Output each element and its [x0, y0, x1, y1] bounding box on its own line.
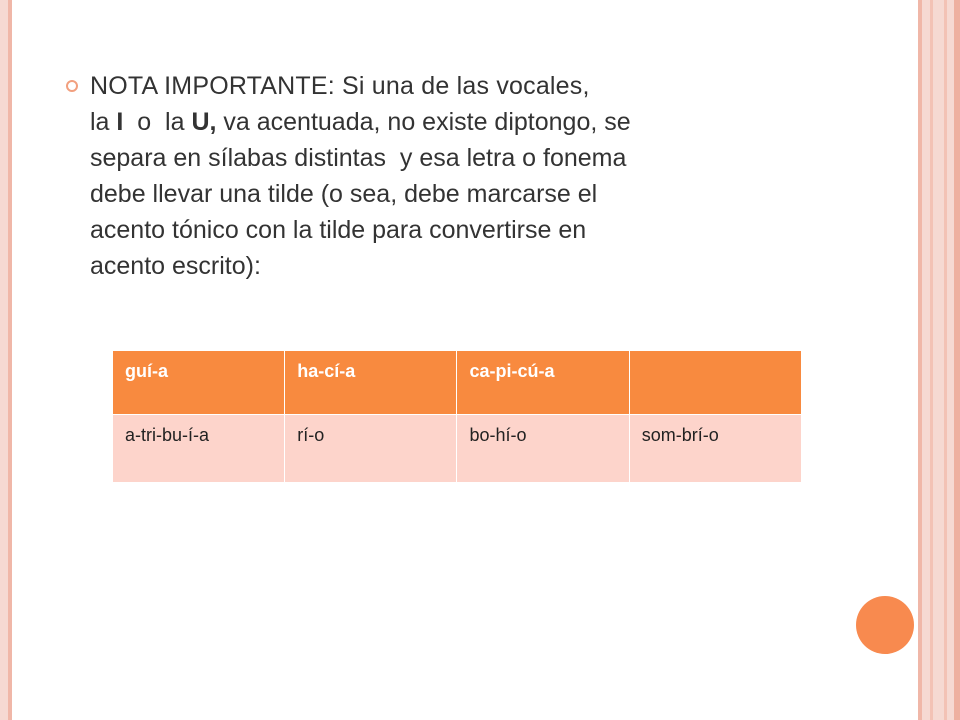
note-line: NOTA IMPORTANTE: Si una de las vocales,	[90, 72, 590, 100]
bullet-icon	[66, 80, 78, 92]
letter-i: I	[116, 108, 124, 136]
table-header-row	[113, 351, 802, 415]
decorative-circle	[856, 596, 914, 654]
note-text: la	[90, 108, 117, 136]
table-cell: rí-o	[285, 415, 457, 483]
table-cell: som-brí-o	[629, 415, 801, 483]
table-cell: guí-a	[113, 351, 285, 415]
table-row	[113, 415, 802, 483]
letter-u: U,	[191, 108, 217, 136]
syllable-table	[112, 350, 802, 483]
note-line: debe llevar una tilde (o sea, debe marcarse el	[90, 180, 598, 208]
right-decor-strip	[918, 0, 922, 720]
right-decor-strip	[930, 0, 933, 720]
note-line: acento escrito):	[90, 252, 261, 280]
note-line: acento tónico con la tilde para convertirse en	[90, 216, 587, 244]
table-cell: bo-hí-o	[457, 415, 629, 483]
note-paragraph	[90, 68, 810, 284]
table-cell: a-tri-bu-í-a	[113, 415, 285, 483]
note-text: o la	[123, 108, 192, 136]
table-cell: ha-cí-a	[285, 351, 457, 415]
table-cell: ca-pi-cú-a	[457, 351, 629, 415]
note-text: va acentuada, no existe diptongo, se	[216, 108, 631, 136]
table-cell	[629, 351, 801, 415]
right-decor-strip	[944, 0, 947, 720]
right-decor-strip	[954, 0, 960, 720]
note-line: separa en sílabas distintas y esa letra o fonema	[90, 144, 627, 172]
note-line	[90, 104, 810, 140]
